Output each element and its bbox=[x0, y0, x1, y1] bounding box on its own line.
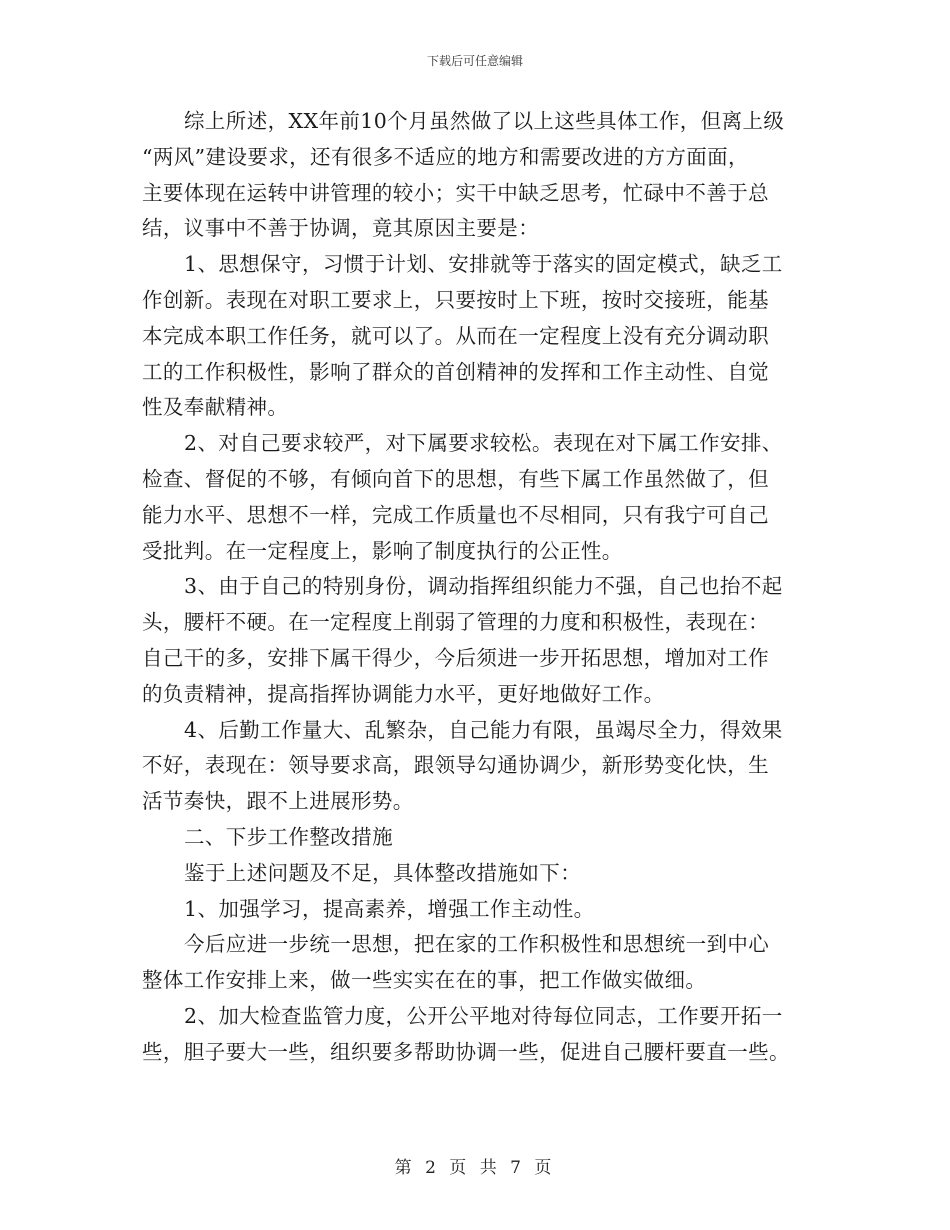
text-line: 头，腰杆不硬。在一定程度上削弱了管理的力度和积极性，表现在： bbox=[142, 610, 769, 635]
text-line: 1、加强学习，提高素养，增强工作主动性。 bbox=[184, 896, 595, 921]
page-footer: 第 2 页 共 7 页 bbox=[394, 1158, 556, 1178]
text-line: 自己干的多，安排下属干得少，今后须进一步开拓思想，增加对工作 bbox=[142, 645, 769, 670]
text-line: 结，议事中不善于协调，竟其原因主要是： bbox=[142, 216, 540, 241]
text-line: 1、思想保守，习惯于计划、安排就等于落实的固定模式，缺乏工 bbox=[184, 252, 783, 277]
text-line: 整体工作安排上来，做一些实实在在的事，把工作做实做细。 bbox=[142, 968, 707, 993]
text-line: 今后应进一步统一思想，把在家的工作积极性和思想统一到中心 bbox=[184, 932, 770, 957]
text-line: 鉴于上述问题及不足，具体整改措施如下： bbox=[184, 860, 582, 885]
text-line: 作创新。表现在对职工要求上，只要按时上下班，按时交接班，能基 bbox=[142, 287, 769, 312]
text-line: 的负责精神，提高指挥协调能力水平，更好地做好工作。 bbox=[142, 681, 665, 706]
text-line: 二、下步工作整改措施 bbox=[184, 824, 393, 849]
text-line: 主要体现在运转中讲管理的较小；实干中缺乏思考，忙碌中不善于总 bbox=[142, 180, 769, 205]
text-line: 能力水平、思想不一样，完成工作质量也不尽相同，只有我宁可自己 bbox=[142, 502, 769, 527]
text-line: 3、由于自己的特别身份，调动指挥组织能力不强，自己也抬不起 bbox=[184, 574, 783, 599]
text-line: 本完成本职工作任务，就可以了。从而在一定程度上没有充分调动职 bbox=[142, 323, 769, 348]
text-line: 4、后勤工作量大、乱繁杂，自己能力有限，虽竭尽全力，得效果 bbox=[184, 717, 783, 742]
text-line: 活节奏快，跟不上进展形势。 bbox=[142, 789, 414, 814]
text-line: “两风”建设要求，还有很多不适应的地方和需要改进的方方面面， bbox=[142, 144, 749, 169]
text-line: 性及奉献精神。 bbox=[142, 395, 289, 420]
page-header: 下载后可任意编辑 bbox=[426, 54, 523, 68]
text-line: 2、加大检查监管力度，公开公平地对待每位同志，工作要开拓一 bbox=[184, 1003, 783, 1028]
text-line: 检查、督促的不够，有倾向首下的思想，有些下属工作虽然做了，但 bbox=[142, 466, 769, 491]
text-line: 些，胆子要大一些，组织要多帮助协调一些，促进自己腰杆要直一些。 bbox=[142, 1039, 790, 1064]
text-line: 综上所述，XX年前10个月虽然做了以上这些具体工作，但离上级 bbox=[184, 109, 785, 133]
document-body bbox=[142, 104, 810, 1071]
text-line: 受批判。在一定程度上，影响了制度执行的公正性。 bbox=[142, 538, 623, 563]
text-line: 工的工作积极性，影响了群众的首创精神的发挥和工作主动性、自觉 bbox=[142, 359, 769, 384]
text-line: 2、对自己要求较严，对下属要求较松。表现在对下属工作安排、 bbox=[184, 431, 783, 456]
text-line: 不好，表现在：领导要求高，跟领导勾通协调少，新形势变化快，生 bbox=[142, 753, 769, 778]
